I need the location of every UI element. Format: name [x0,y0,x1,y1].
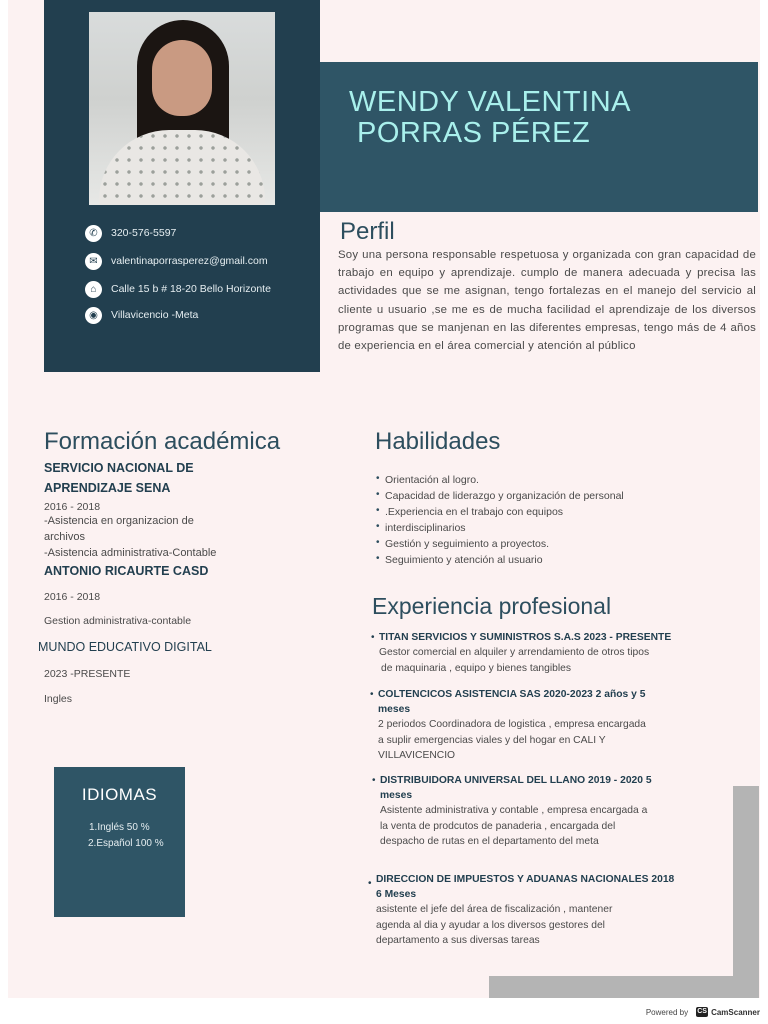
exp-item-distribuidora [372,773,700,850]
exp-desc: VILLAVICENCIO [378,750,456,761]
contact-phone: ✆ 320-576-5597 [85,224,176,242]
exp-desc: departamento a sus diversas tareas [376,935,540,946]
skill-item: • Orientación al logro. [376,472,676,488]
profile-photo [89,12,275,205]
exp-item-dian [368,872,706,949]
mundo-desc: Ingles [44,693,73,705]
bullet-icon: • [372,775,376,786]
skill-item: • Gestión y seguimiento a proyectos. [376,536,676,552]
perfil-text: Soy una persona responsable respetuosa y organizada con gran capacidad de trabajo en equipo y aprendizaje. cumplo de manera adecuada y precisa las actividades que se me asignan, tengo fortalezas en el manejo del servicio al cliente u usuario ,se me es de mucha facilidad el aprendizaje de los diversos programas que se manjenan en las diferentes empresas, tengo más de 4 años de experiencia en el área comercial y atención al público [338,249,756,353]
exp-desc: de maquinaria , equipo y bienes tangibles [381,662,572,674]
exp-item-titan [371,630,699,676]
skill-item: • Seguimiento y atención al usuario [376,552,676,568]
idiomas-box [54,767,185,917]
exp-item-coltencicos [370,687,698,764]
sena-years: 2016 - 2018 [44,501,101,513]
contact-city: ◉ Villavicencio -Meta [85,306,198,324]
skill-item: • Capacidad de liderazgo y organización de personal [376,488,676,504]
home-icon: ⌂ [85,281,102,298]
phone-icon: ✆ [85,225,102,242]
exp-title: TITAN SERVICIOS Y SUMINISTROS S.A.S 2023 - PRESENTE [379,632,672,643]
habilidades-heading: Habilidades [375,428,501,455]
ricaurte-desc: Gestion administrativa-contable [44,615,192,627]
exp-title-cont: meses [380,790,413,801]
exp-desc: Gestor comercial en alquiler y arrendamiento de otros tipos [379,647,650,658]
idioma-ingles: 1.Inglés 50 % [89,822,150,833]
sena-item-1: -Asistencia en organizacion de [44,515,194,527]
mundo-years: 2023 -PRESENTE [44,668,131,680]
name-line-2: PORRAS PÉREZ [357,117,591,149]
skill-item: • .Experiencia en el trabajo con equipos [376,504,676,520]
perfil-heading: Perfil [340,218,395,245]
camscanner-logo-icon: CS [697,1008,707,1015]
skill-item-cont: • interdisciplinarios [376,520,676,536]
exp-desc: a suplir emergencias viales y del hogar en CALI Y [378,734,606,746]
exp-desc: la venta de prodcutos de panaderia , encargada del [380,820,616,832]
skills-list [376,472,676,568]
experiencia-heading: Experiencia profesional [372,593,612,619]
exp-desc: Asistente administrativa y contable , empresa encargada a [380,805,648,816]
sena-name-line1: SERVICIO NACIONAL DE [44,461,194,475]
ricaurte-name: ANTONIO RICAURTE CASD [44,564,209,578]
sena-name-line2: APRENDIZAJE SENA [44,481,171,495]
exp-title: COLTENCICOS ASISTENCIA SAS 2020-2023 2 años y 5 [378,689,646,700]
exp-desc: despacho de rutas en el departamento del meta [380,836,599,847]
idioma-espanol: 2.Español 100 % [88,838,164,849]
exp-desc: agenda al dia y ayudar a los diversos gestores del [376,919,605,931]
sena-item-1-cont: archivos [44,531,85,543]
formacion-heading: Formación académica [44,428,281,455]
exp-desc: asistente el jefe del área de fiscalización , mantener [376,904,613,915]
contact-email: ✉ valentinaporrasperez@gmail.com [85,252,268,270]
exp-title: DIRECCION DE IMPUESTOS Y ADUANAS NACIONALES 2018 [376,874,675,885]
exp-title-cont: 6 Meses [376,889,417,900]
name-line-1: WENDY VALENTINA [349,86,631,118]
ricaurte-years: 2016 - 2018 [44,591,101,603]
sena-item-2: -Asistencia administrativa-Contable [44,547,217,559]
contact-address: ⌂ Calle 15 b # 18-20 Bello Horizonte [85,280,271,298]
decorative-bar-horizontal [489,976,759,998]
mundo-name: MUNDO EDUCATIVO DIGITAL [38,640,212,654]
decorative-bar-vertical [733,786,759,998]
camscanner-footer [646,1004,760,1020]
email-icon: ✉ [85,253,102,270]
bullet-icon: • [371,632,375,643]
exp-title: DISTRIBUIDORA UNIVERSAL DEL LLANO 2019 - 2020 5 [380,775,652,786]
exp-title-cont: meses [378,704,411,715]
bullet-icon: • [368,878,372,889]
camscanner-brand: CS CamScanner [697,1007,760,1017]
idiomas-heading: IDIOMAS [81,785,158,804]
powered-by-label: Powered by [645,1007,689,1017]
bullet-icon: • [370,689,374,700]
location-icon: ◉ [85,307,102,324]
exp-desc: 2 periodos Coordinadora de logistica , empresa encargada [378,719,646,730]
